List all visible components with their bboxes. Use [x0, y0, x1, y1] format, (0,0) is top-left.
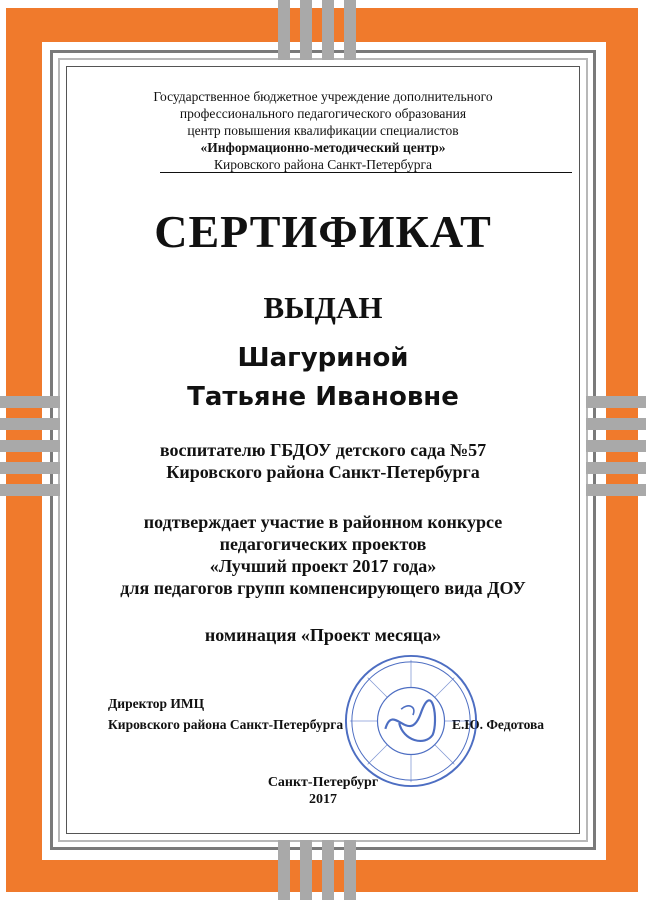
signer-role: Директор ИМЦ: [108, 696, 205, 711]
nomination: номинация «Проект месяца»: [204, 625, 442, 645]
confirmation-line-2: педагогических проектов: [219, 534, 427, 554]
header-divider: [160, 172, 572, 173]
organization-line-1: Государственное бюджетное учреждение дополнительного: [153, 89, 493, 104]
confirmation-line-1: подтверждает участие в районном конкурсе: [143, 512, 503, 532]
contest-name: «Лучший проект 2017 года»: [209, 556, 437, 576]
issue-place: Санкт-Петербург: [267, 775, 379, 790]
organization-district: Кировского района Санкт-Петербурга: [213, 157, 433, 172]
organization-line-3: центр повышения квалификации специалистов: [187, 123, 459, 138]
certificate-title: СЕРТИФИКАТ: [154, 206, 492, 257]
signer-name: Е.Ю. Федотова: [452, 717, 545, 732]
issued-heading: ВЫДАН: [263, 290, 383, 325]
official-stamp: [342, 652, 480, 790]
organization-line-2: профессионального педагогического образования: [179, 106, 467, 121]
issue-year: 2017: [309, 792, 337, 807]
confirmation-line-4: для педагогов групп компенсирующего вида ДОУ: [120, 578, 526, 598]
signer-organization: Кировского района Санкт-Петербурга: [108, 717, 344, 732]
recipient-position: воспитателю ГБДОУ детского сада №57: [159, 440, 487, 460]
recipient-district: Кировского района Санкт-Петербурга: [166, 462, 480, 482]
recipient-surname: Шагуриной: [237, 343, 409, 373]
organization-name: «Информационно-методический центр»: [200, 140, 446, 155]
recipient-given-names: Татьяне Ивановне: [187, 382, 459, 412]
